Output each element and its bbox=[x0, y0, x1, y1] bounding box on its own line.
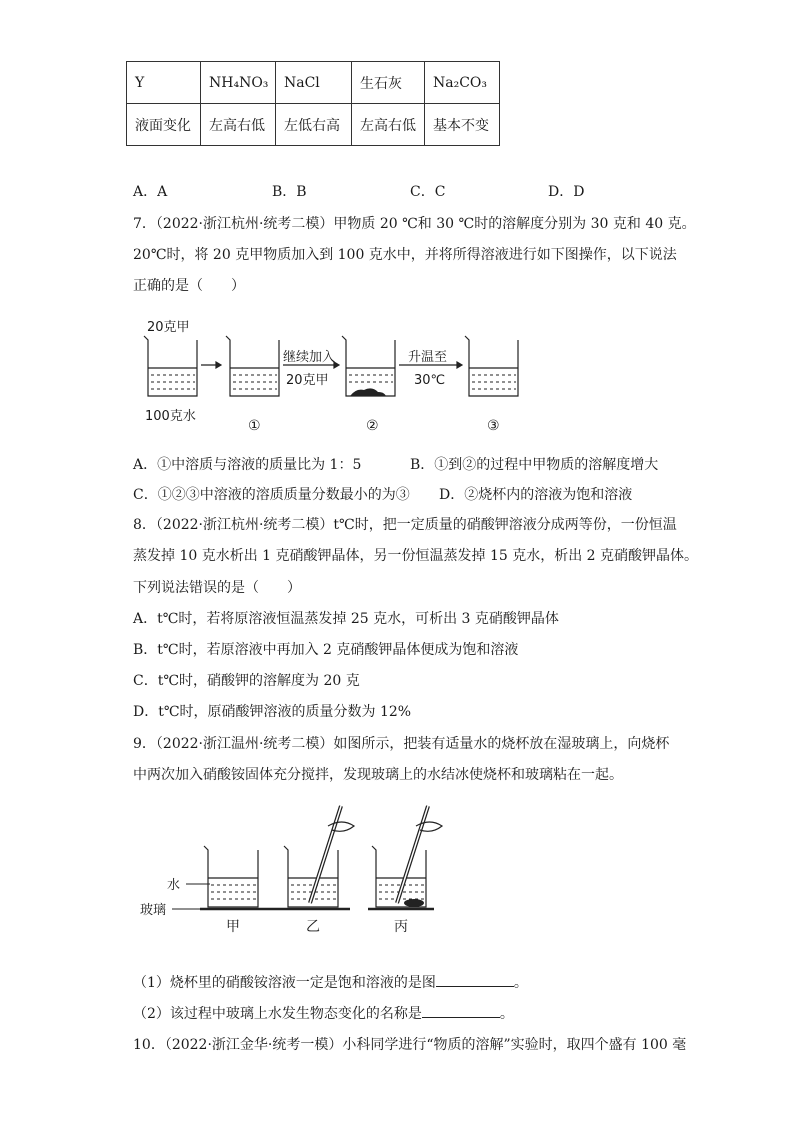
period: 。 bbox=[499, 1006, 514, 1022]
q6-option-a: A．A bbox=[133, 184, 168, 200]
answer-blank-1[interactable] bbox=[436, 972, 514, 987]
water-label: 水 bbox=[167, 878, 181, 893]
table-cell: NaCl bbox=[276, 62, 352, 104]
answer-blank-2[interactable] bbox=[422, 1003, 500, 1018]
q6-option-d: D．D bbox=[548, 184, 585, 200]
table-cell: 基本不变 bbox=[425, 104, 500, 146]
table-cell: Y bbox=[127, 62, 201, 104]
ammonium-nitrate-solid bbox=[404, 899, 424, 907]
q7-stem-line1: 7．（2022·浙江杭州·统考二模）甲物质 20 ℃和 30 ℃时的溶解度分别为 30 克和 40 克。 bbox=[133, 216, 696, 232]
q8-option-c: C．t℃时，硝酸钾的溶解度为 20 克 bbox=[133, 673, 360, 689]
q10-stem-line1: 10．（2022·浙江金华·统考一模）小科同学进行“物质的溶解”实验时，取四个盛有 100 毫 bbox=[133, 1037, 687, 1053]
glass-label: 玻璃 bbox=[140, 903, 167, 918]
figure-label-yi: 乙 bbox=[306, 919, 320, 935]
q9-sub1-text: （1）烧杯里的硝酸铵溶液一定是饱和溶液的是图 bbox=[133, 975, 436, 991]
beaker-label-3: ③ bbox=[487, 418, 500, 434]
q7-beaker-figure bbox=[144, 336, 518, 396]
arrow2-top-label: 继续加入 bbox=[283, 350, 336, 365]
q8-option-a: A．t℃时，若将原溶液恒温蒸发掉 25 克水，可析出 3 克硝酸钾晶体 bbox=[133, 611, 559, 627]
q7-option-d: D．②烧杯内的溶液为饱和溶液 bbox=[439, 487, 633, 503]
q7-stem-line3: 正确的是（ ） bbox=[133, 278, 245, 294]
figure-label-jia: 甲 bbox=[226, 919, 240, 935]
figure-label-bing: 丙 bbox=[394, 919, 408, 935]
table-cell: 液面变化 bbox=[127, 104, 201, 146]
q7-option-a: A．①中溶质与溶液的质量比为 1：5 bbox=[133, 457, 362, 473]
q6-option-b: B．B bbox=[272, 184, 307, 200]
q7-stem-line2: 20℃时，将 20 克甲物质加入到 100 克水中，并将所得溶液进行如下图操作，以下说法 bbox=[133, 247, 677, 263]
table-cell: 左低右高 bbox=[276, 104, 352, 146]
beaker-label-2: ② bbox=[366, 418, 379, 434]
undissolved-solid bbox=[350, 388, 386, 396]
q9-beaker-figure bbox=[172, 806, 442, 909]
q8-option-b: B．t℃时，若原溶液中再加入 2 克硝酸钾晶体便成为饱和溶液 bbox=[133, 642, 519, 658]
q8-option-d: D．t℃时，原硝酸钾溶液的质量分数为 12% bbox=[133, 704, 412, 720]
table-cell: Na₂CO₃ bbox=[425, 62, 500, 104]
q9-sub1 bbox=[133, 972, 528, 993]
q6-option-c: C．C bbox=[410, 184, 446, 200]
q8-stem-line3: 下列说法错误的是（ ） bbox=[133, 580, 301, 596]
q8-stem-line2: 蒸发掉 10 克水析出 1 克硝酸钾晶体，另一份恒温蒸发掉 15 克水，析出 2 克硝酸钾晶体。 bbox=[133, 548, 699, 564]
q7-bottom-label: 100克水 bbox=[145, 409, 196, 424]
table-cell: NH₄NO₃ bbox=[201, 62, 276, 104]
q7-top-label: 20克甲 bbox=[147, 320, 190, 335]
q7-option-c: C．①②③中溶液的溶质质量分数最小的为③ bbox=[133, 487, 410, 503]
q7-option-b: B．①到②的过程中甲物质的溶解度增大 bbox=[410, 457, 659, 473]
table-cell: 生石灰 bbox=[352, 62, 425, 104]
q9-sub2 bbox=[133, 1003, 514, 1024]
arrow2-bottom-label: 20克甲 bbox=[286, 373, 329, 388]
table-cell: 左高右低 bbox=[352, 104, 425, 146]
arrow3-bottom-label: 30℃ bbox=[414, 373, 446, 388]
beaker-label-1: ① bbox=[248, 418, 261, 434]
q9-sub2-text: （2）该过程中玻璃上水发生物态变化的名称是 bbox=[133, 1006, 422, 1022]
q9-stem-line1: 9．（2022·浙江温州·统考二模）如图所示，把装有适量水的烧杯放在湿玻璃上，向烧杯 bbox=[133, 736, 670, 752]
period: 。 bbox=[513, 975, 528, 991]
q9-stem-line2: 中两次加入硝酸铵固体充分搅拌，发现玻璃上的水结冰使烧杯和玻璃粘在一起。 bbox=[133, 767, 623, 783]
arrow3-top-label: 升温至 bbox=[408, 350, 448, 365]
q8-stem-line1: 8．（2022·浙江杭州·统考二模）t℃时，把一定质量的硝酸钾溶液分成两等份，一份恒温 bbox=[133, 517, 677, 533]
table-cell: 左高右低 bbox=[201, 104, 276, 146]
